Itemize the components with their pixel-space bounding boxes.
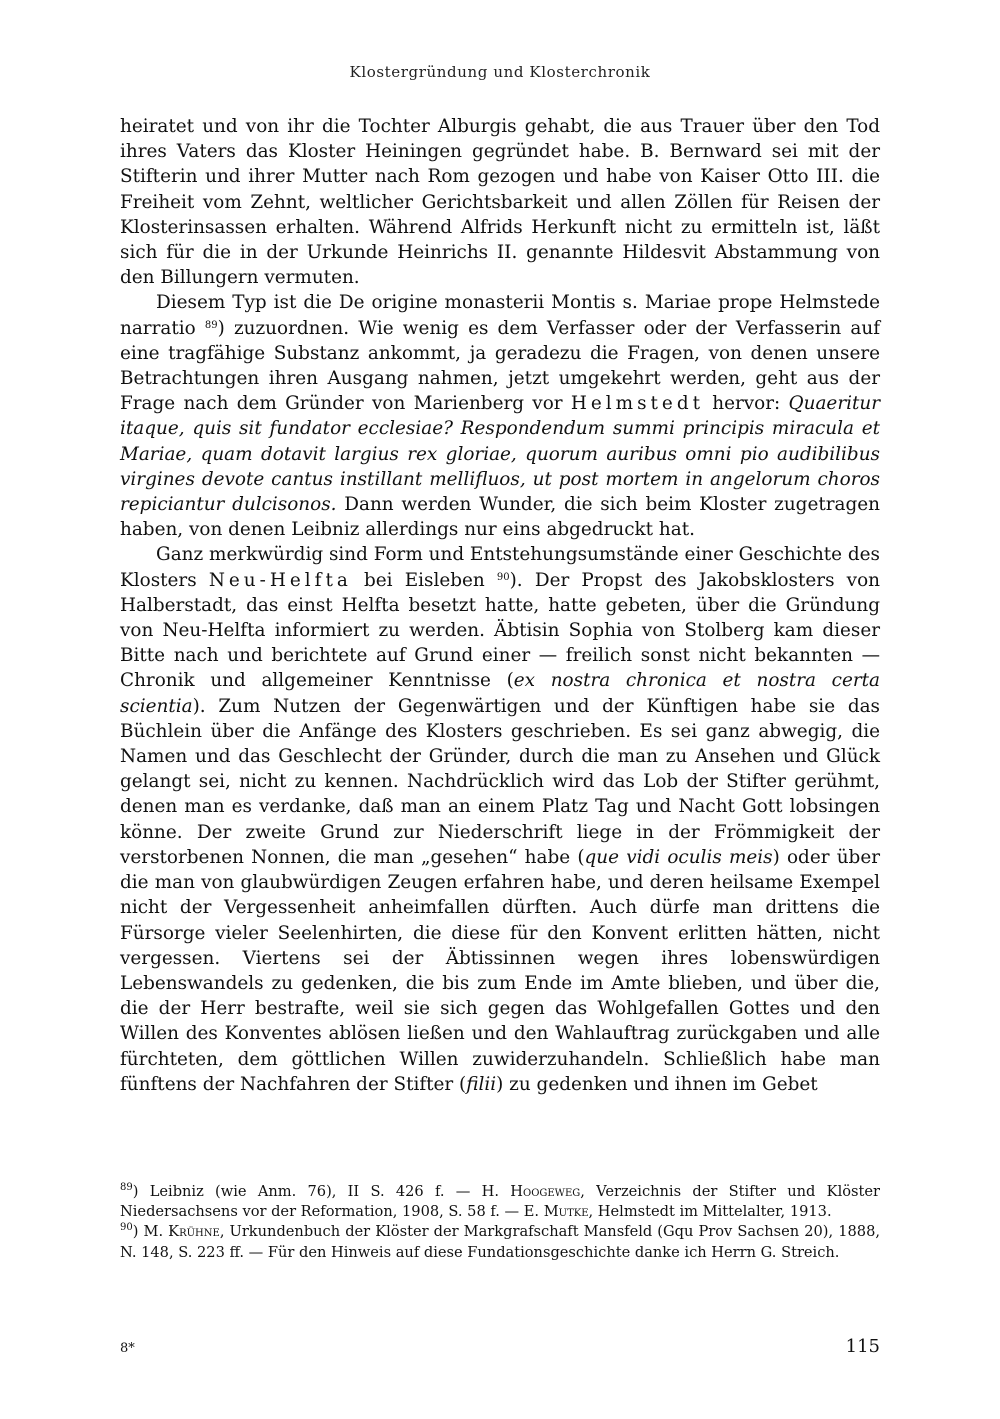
text-run: ). Zum Nutzen der Gegenwärtigen und der Künftigen habe sie das Büchlein über die Anfänge des Klosters geschrieben. Es sei ganz abwegig, die Namen und das Geschlecht der Gründer, durch die man zu Ansehen und Glück gelangt sei, nicht zu kennen. Nachdrücklich wird das Lob der Stifter gerühmt, denen man es verdanke, daß man an einem Platz Tag und Nacht Gott lobsingen könne. Der zweite Grund zur Niederschrift liege in der Frömmigkeit der verstorbenen Nonnen, die man „gesehen“ habe (: [120, 695, 880, 868]
text-run: heiratet und von ihr die Tochter Alburgis gehabt, die aus Trauer über den Tod ihres Vaters das Kloster Heiningen gegründet habe. B. Bernward sei mit der Stifterin und ihrer Mutter nach Rom gezogen und habe von Kaiser Otto III. die Freiheit vom Zehnt, weltlicher Gerichtsbarkeit und allen Zöllen für Reisen der Klosterinsassen erhalten. Während Alfrids Herkunft nicht zu ermitteln ist, läßt sich für die in der Urkunde Heinrichs II. genannte Hildesvit Abstammung von den Billungern vermuten.: [120, 116, 880, 289]
body-text: [120, 114, 880, 1097]
author-name: Krühne: [168, 1223, 220, 1241]
running-head: Klostergründung und Klosterchronik: [349, 63, 651, 81]
text-run: Diesem Typ ist die De origine monasterii Montis s. Mariae prope Helmstede narratio: [120, 292, 880, 339]
text-run: , Urkundenbuch der Klöster der Markgrafschaft Mansfeld (Gqu Prov Sachsen 20), 1888, N. 148, S. 223 ff. — Für den Hinweis auf diese Fundationsgeschichte danke ich Herrn G. Streich.: [120, 1223, 880, 1261]
footnote-ref: 89: [120, 1182, 133, 1193]
author-name: Mutke: [543, 1203, 589, 1221]
latin-quote: ex nostra chronica et nostra certa scientia: [120, 670, 880, 717]
paragraph: [120, 114, 880, 290]
footnote-ref: 90: [120, 1222, 133, 1234]
footnote: [120, 1222, 880, 1262]
paragraph: [120, 290, 880, 542]
text-run: ) oder über die man von glaubwürdigen Zeugen erfahren habe, und deren heilsame Exempel nicht der Vergessenheit anheimfallen dürften. Auch dürfe man drittens die Fürsorge vieler Seelenhirten, die diese für den Konvent erlitten hätten, nicht vergessen. Viertens sei der Äbtissinnen wegen ihres lobenswürdigen Lebenswandels zu gedenken, die bis zum Ende im Amte blieben, und über die, die der Herr bestrafte, weil sie sich gegen das Wohlgefallen Gottes und den Willen des Konventes ablösen ließen und den Wahlauftrag zurückgaben und alle fürchteten, dem göttlichen Willen zuwiderzuhandeln. Schließlich habe man fünftens der Nachfahren der Stifter (: [120, 846, 880, 1095]
page-number: 115: [845, 1336, 880, 1357]
signature-mark: 8*: [120, 1341, 135, 1356]
footnote: [120, 1182, 880, 1222]
text-run: ) Leibniz (wie Anm. 76), II S. 426 f. — H.: [132, 1183, 511, 1200]
paragraph: [120, 542, 880, 1096]
latin-quote: Quaeritur itaque, quis sit fundator ecclesiae? Respondendum summi principis miracula et Mariae, quam dotavit largius rex gloriae, quorum auribus omni pio audibilibus virgines devote cantus instillant mellifluos, ut post mortem in angelorum choros repiciantur dulcisonos.: [120, 393, 881, 516]
text-run: , Verzeichnis der Stifter und Klöster Niedersachsens vor der Reformation, 1908, S. 58 f. — E.: [120, 1183, 880, 1221]
text-run: Dann werden Wunder, die sich beim Kloster zugetragen haben, von denen Leibniz allerdings nur eins abgedruckt hat.: [120, 494, 880, 541]
text-run: ) zuzuordnen. Wie wenig es dem Verfasser oder der Verfasserin auf eine tragfähige Substanz ankommt, ja geradezu die Fragen, von denen unsere Betrachtungen ihren Ausgang nahmen, jetzt umgekehrt werden, geht aus der Frage nach dem Gründer von Marienberg vor: [120, 317, 880, 415]
footnote-ref: 90: [496, 571, 510, 583]
text-run: Ganz merkwürdig sind Form und Entstehungsumstände einer Geschichte des Klosters: [120, 544, 880, 591]
text-run: ) M.: [132, 1223, 169, 1241]
text-run: ) zu gedenken und ihnen im Gebet: [496, 1073, 818, 1095]
footnotes: [120, 1182, 880, 1263]
latin-quote: filii: [466, 1073, 497, 1095]
text-run: , Helmstedt im Mittelalter, 1913.: [588, 1203, 832, 1221]
text-run: ). Der Propst des Jakobsklosters von Halberstadt, das einst Helfta besetzt hatte, hatte gebeten, über die Gründung von Neu-Helfta informiert zu werden. Äbtisin Sophia von Stolberg kam dieser Bitte nach und berichtete auf Grund einer — freilich sonst nicht bekannten — Chronik und allgemeiner Kenntnisse (: [120, 569, 880, 692]
latin-quote: que vidi oculis meis: [584, 846, 773, 868]
spaced-name: Neu-Helfta: [208, 569, 352, 591]
text-run: bei Eisleben: [351, 569, 497, 591]
text-run: hervor:: [703, 393, 789, 415]
spaced-name: Helmstedt: [570, 393, 704, 415]
author-name: Hoogeweg: [510, 1183, 581, 1200]
footnote-ref: 89: [204, 319, 218, 331]
